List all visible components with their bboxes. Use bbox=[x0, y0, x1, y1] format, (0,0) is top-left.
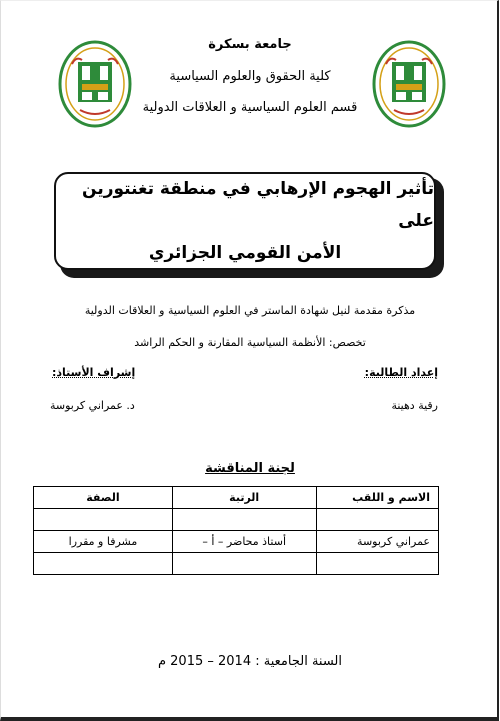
academic-year: السنة الجامعية : 2014 – 2015 م bbox=[157, 654, 343, 669]
thesis-title-line-1: تأثير الهجوم الإرهابي في منطقة تغنتورين على bbox=[82, 178, 434, 231]
university-name: جامعة بسكرة bbox=[208, 37, 292, 52]
university-logo-left bbox=[58, 40, 132, 128]
supervisor-label: إشراف الأستاذ: bbox=[52, 366, 136, 379]
prepared-by-label: إعداد الطالبة: bbox=[364, 366, 438, 379]
table-row bbox=[34, 553, 439, 575]
table-row bbox=[34, 509, 439, 531]
cell-name bbox=[316, 509, 439, 531]
faculty-name: كلية الحقوق والعلوم السياسية bbox=[169, 69, 331, 84]
cell-rank: أستاذ محاضر – أ – bbox=[172, 531, 316, 553]
memo-description: مذكرة مقدمة لنيل شهادة الماستر في العلوم السياسية و العلاقات الدولية bbox=[84, 304, 416, 317]
cell-name bbox=[316, 553, 439, 575]
header-role: الصفة bbox=[34, 487, 173, 509]
cell-role bbox=[34, 553, 173, 575]
thesis-title-line-2: الأمن القومي الجزائري bbox=[148, 243, 342, 264]
specialty: تخصص: الأنظمة السياسية المقارنة و الحكم الراشد bbox=[134, 336, 366, 349]
committee-table bbox=[33, 486, 439, 575]
committee-title: لجنة المناقشة bbox=[205, 461, 295, 476]
cell-name: عمراني كربوسة bbox=[316, 531, 439, 553]
cell-rank bbox=[172, 553, 316, 575]
thesis-title-frame bbox=[54, 172, 444, 278]
table-row bbox=[34, 531, 439, 553]
thesis-title-box bbox=[54, 172, 436, 270]
header-name: الاسم و اللقب bbox=[316, 487, 439, 509]
supervisor-name: د. عمراني كربوسة bbox=[50, 399, 135, 412]
committee-header-row bbox=[34, 487, 439, 509]
header-rank: الرتبة bbox=[172, 487, 316, 509]
cell-role: مشرفا و مقررا bbox=[34, 531, 173, 553]
department-name: قسم العلوم السياسية و العلاقات الدولية bbox=[142, 100, 358, 115]
student-name: رقية دهينة bbox=[391, 399, 438, 412]
cell-rank bbox=[172, 509, 316, 531]
cell-role bbox=[34, 509, 173, 531]
university-logo-right bbox=[372, 40, 446, 128]
